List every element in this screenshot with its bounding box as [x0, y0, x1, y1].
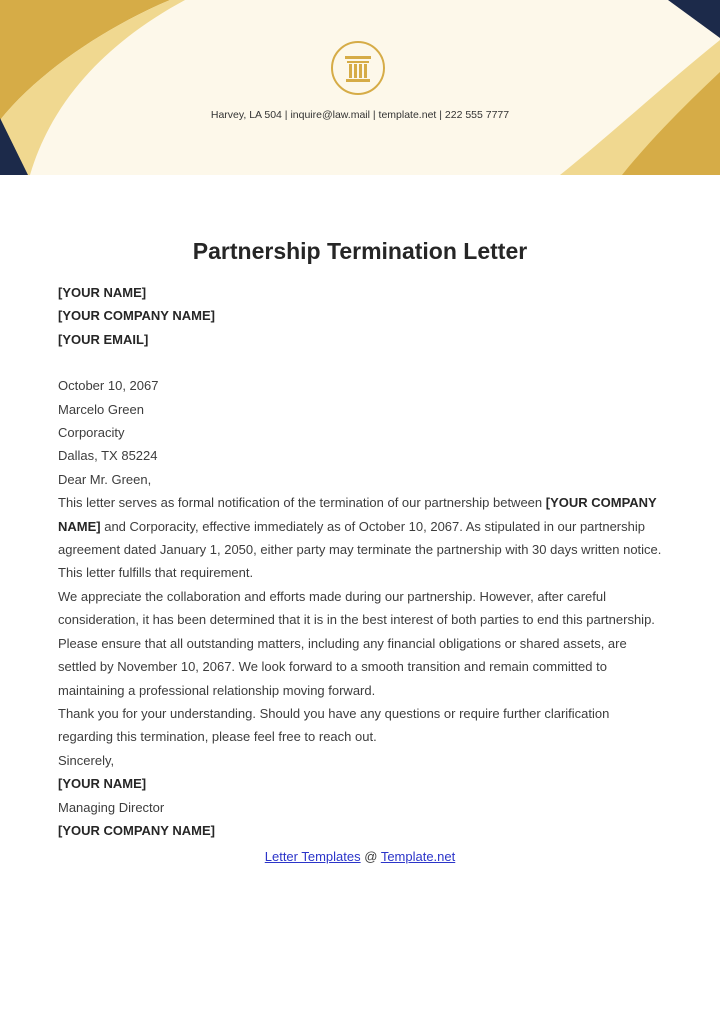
signature-name: [YOUR NAME]	[58, 776, 147, 792]
signature-role: Managing Director	[58, 799, 165, 815]
footer-separator: @	[360, 849, 381, 864]
paragraph-1-text-b: and Corporacity, effective immediately as of October 10, 2067. As stipulated in our partnership agreement dated January 1, 2050, either party may terminate the partnership with 30 days written notice. This letter fulfills that requirement.	[58, 518, 662, 581]
letter-title: Partnership Termination Letter	[192, 238, 528, 264]
paragraph-1-text-a: This letter serves as formal notification of the termination of our partnership between	[58, 495, 546, 511]
letterhead	[0, 0, 720, 175]
letter-body	[58, 281, 664, 842]
letter-templates-link[interactable]: Letter Templates	[264, 849, 361, 864]
paragraph-1	[58, 491, 664, 585]
sender-name: [YOUR NAME]	[58, 285, 147, 300]
contact-line: Harvey, LA 504 | inquire@law.mail | template.net | 222 555 7777	[210, 109, 510, 121]
salutation: Dear Mr. Green,	[58, 471, 152, 487]
footer	[0, 849, 720, 864]
paragraph-2: We appreciate the collaboration and efforts made during our partnership. However, after careful consideration, it has been determined that it is in the best interest of both parties to end this partnership. Please ensure that all outstanding matters, including any financial obligations or shared assets, are settled by November 10, 2067. We look forward to a smooth transition and remain committed to maintaining a professional relationship moving forward.	[58, 588, 655, 698]
letter-date: October 10, 2067	[58, 378, 159, 394]
recipient-company: Corporacity	[58, 425, 125, 441]
paragraph-3: Thank you for your understanding. Should you have any questions or require further clarification regarding this termination, please feel free to reach out.	[58, 705, 610, 745]
sender-company: [YOUR COMPANY NAME]	[58, 308, 215, 324]
spacer	[58, 351, 664, 374]
closing: Sincerely,	[58, 752, 115, 768]
template-net-link[interactable]: Template.net	[380, 849, 456, 864]
recipient-address: Dallas, TX 85224	[58, 448, 158, 464]
paragraph-1-company: [YOUR COMPANY NAME]	[58, 495, 657, 534]
recipient-name: Marcelo Green	[58, 401, 144, 417]
signature-company: [YOUR COMPANY NAME]	[58, 822, 215, 838]
pillar-icon	[330, 40, 386, 96]
sender-email: [YOUR EMAIL]	[58, 331, 149, 347]
